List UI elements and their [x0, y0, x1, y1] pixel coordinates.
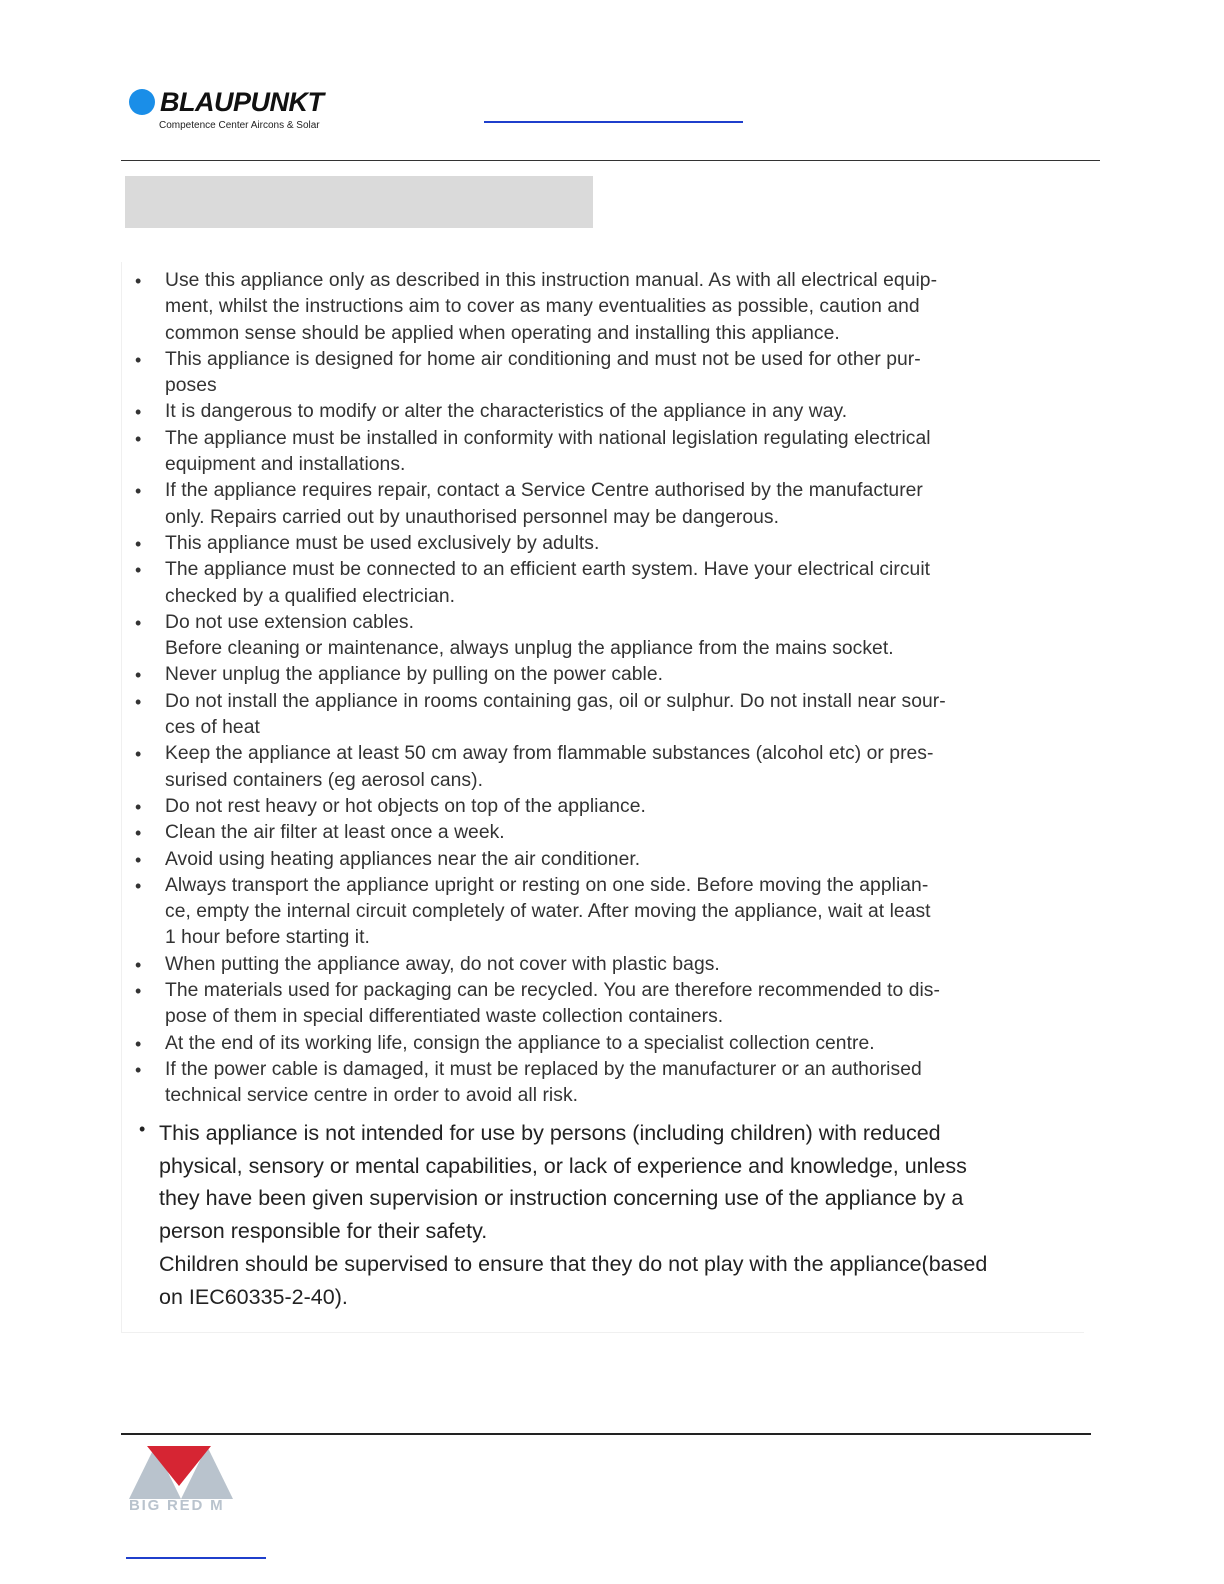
safety-item-line: Do not use extension cables. [165, 611, 414, 633]
bullet-icon: • [135, 665, 142, 686]
bullet-icon: • [135, 533, 142, 554]
bullet-icon: • [135, 612, 142, 633]
big-red-m-mark-icon [129, 1444, 233, 1500]
safety-item [135, 1031, 1065, 1057]
safety-item [135, 873, 1065, 952]
safety-item-line: ce, empty the internal circuit completely of water. After moving the appliance, wait at least [165, 901, 931, 923]
safety-item-line: Keep the appliance at least 50 cm away from flammable substances (alcohol etc) or pres- [165, 743, 934, 765]
safety-item [135, 689, 1065, 742]
safety-item-line: When putting the appliance away, do not cover with plastic bags. [165, 953, 720, 975]
brand-subtitle: Competence Center Aircons & Solar [159, 120, 320, 131]
bullet-icon: • [135, 823, 142, 844]
safety-item [135, 662, 1065, 688]
safety-item-line: If the power cable is damaged, it must be replaced by the manufacturer or an authorised [165, 1058, 922, 1080]
children-warning-line: Children should be supervised to ensure that they do not play with the appliance(based [159, 1251, 988, 1276]
blaupunkt-logo [129, 86, 369, 136]
safety-item-line: The appliance must be installed in conformity with national legislation regulating electrical [165, 427, 931, 449]
safety-item [135, 268, 1065, 347]
safety-item [135, 741, 1065, 794]
safety-item [135, 952, 1065, 978]
safety-item-line: The appliance must be connected to an efficient earth system. Have your electrical circuit [165, 559, 931, 581]
safety-instructions [121, 262, 1084, 1333]
safety-item-line: Before cleaning or maintenance, always unplug the appliance from the mains socket. [165, 638, 894, 660]
safety-item-line: checked by a qualified electrician. [165, 585, 456, 607]
children-warning-line: physical, sensory or mental capabilities, or lack of experience and knowledge, unless [159, 1153, 967, 1178]
bullet-icon: • [139, 1119, 146, 1139]
bullet-icon: • [135, 744, 142, 765]
safety-item [135, 531, 1065, 557]
safety-item [135, 478, 1065, 531]
safety-item [135, 978, 1065, 1031]
brand-name: BLAUPUNKT [160, 87, 324, 117]
safety-item [135, 610, 1065, 663]
blaupunkt-dot-icon [129, 89, 155, 115]
big-red-m-logo [129, 1444, 233, 1524]
safety-item-line: only. Repairs carried out by unauthorised personnel may be dangerous. [165, 506, 780, 528]
safety-item-line: Do not rest heavy or hot objects on top of the appliance. [165, 795, 646, 817]
safety-item-line: Use this appliance only as described in this instruction manual. As with all electrical equip- [165, 270, 938, 291]
safety-item-line: ces of heat [165, 717, 260, 739]
safety-item-line: Do not install the appliance in rooms containing gas, oil or sulphur. Do not install near sour- [165, 690, 946, 712]
children-warning-line: on IEC60335-2-40). [159, 1284, 348, 1309]
safety-item-line: poses [165, 375, 217, 397]
bullet-icon: • [135, 481, 142, 502]
safety-item [135, 1057, 1065, 1110]
safety-item-line: 1 hour before starting it. [165, 927, 370, 949]
safety-item [135, 794, 1065, 820]
children-warning-line: person responsible for their safety. [159, 1219, 488, 1244]
safety-item-line: Avoid using heating appliances near the air conditioner. [165, 848, 641, 870]
bullet-icon: • [135, 1059, 142, 1080]
header-link-underline[interactable] [484, 121, 743, 123]
children-warning-line: This appliance is not intended for use by persons (including children) with reduced [159, 1121, 941, 1145]
footer-divider [121, 1433, 1091, 1435]
safety-item-line: technical service centre in order to avoid all risk. [165, 1085, 579, 1107]
safety-item-line: pose of them in special differentiated waste collection containers. [165, 1006, 724, 1028]
bullet-icon: • [135, 875, 142, 896]
safety-item-line: ment, whilst the instructions aim to cover as many eventualities as possible, caution and [165, 296, 920, 318]
safety-list [135, 268, 1065, 1110]
safety-item-line: This appliance must be used exclusively by adults. [165, 532, 600, 554]
safety-item-line: Always transport the appliance upright or resting on one side. Before moving the applian- [165, 874, 929, 896]
safety-item [135, 399, 1065, 425]
safety-item-line: Clean the air filter at least once a week. [165, 822, 505, 844]
bullet-icon: • [135, 691, 142, 712]
bullet-icon: • [135, 796, 142, 817]
safety-item [135, 557, 1065, 610]
safety-item-line: It is dangerous to modify or alter the characteristics of the appliance in any way. [165, 401, 848, 423]
safety-item-line: At the end of its working life, consign the appliance to a specialist collection centre. [165, 1032, 875, 1054]
safety-item [135, 847, 1065, 873]
safety-item [135, 347, 1065, 400]
safety-item-line: common sense should be applied when operating and installing this appliance. [165, 322, 840, 344]
safety-item-line: If the appliance requires repair, contact a Service Centre authorised by the manufacturer [165, 480, 923, 502]
bullet-icon: • [135, 981, 142, 1002]
bullet-icon: • [135, 402, 142, 423]
section-title-band [125, 176, 593, 228]
footer-link-underline[interactable] [126, 1557, 266, 1559]
bullet-icon: • [135, 349, 142, 370]
safety-item-line: This appliance is designed for home air conditioning and must not be used for other pur- [165, 348, 921, 370]
children-warning-line: they have been given supervision or instruction concerning use of the appliance by a [159, 1186, 964, 1211]
safety-item [135, 426, 1065, 479]
safety-item-line: surised containers (eg aerosol cans). [165, 769, 484, 791]
bullet-icon: • [135, 560, 142, 581]
bullet-icon: • [135, 271, 142, 291]
safety-item-line: equipment and installations. [165, 454, 406, 476]
children-warning [139, 1117, 1099, 1313]
safety-item [135, 820, 1065, 846]
safety-item-line: The materials used for packaging can be recycled. You are therefore recommended to dis- [165, 980, 940, 1002]
big-red-m-text: BIG RED M [129, 1497, 225, 1514]
safety-item-line: Never unplug the appliance by pulling on the power cable. [165, 664, 664, 686]
header-divider [121, 160, 1100, 161]
bullet-icon: • [135, 1033, 142, 1054]
bullet-icon: • [135, 954, 142, 975]
bullet-icon: • [135, 849, 142, 870]
bullet-icon: • [135, 428, 142, 449]
